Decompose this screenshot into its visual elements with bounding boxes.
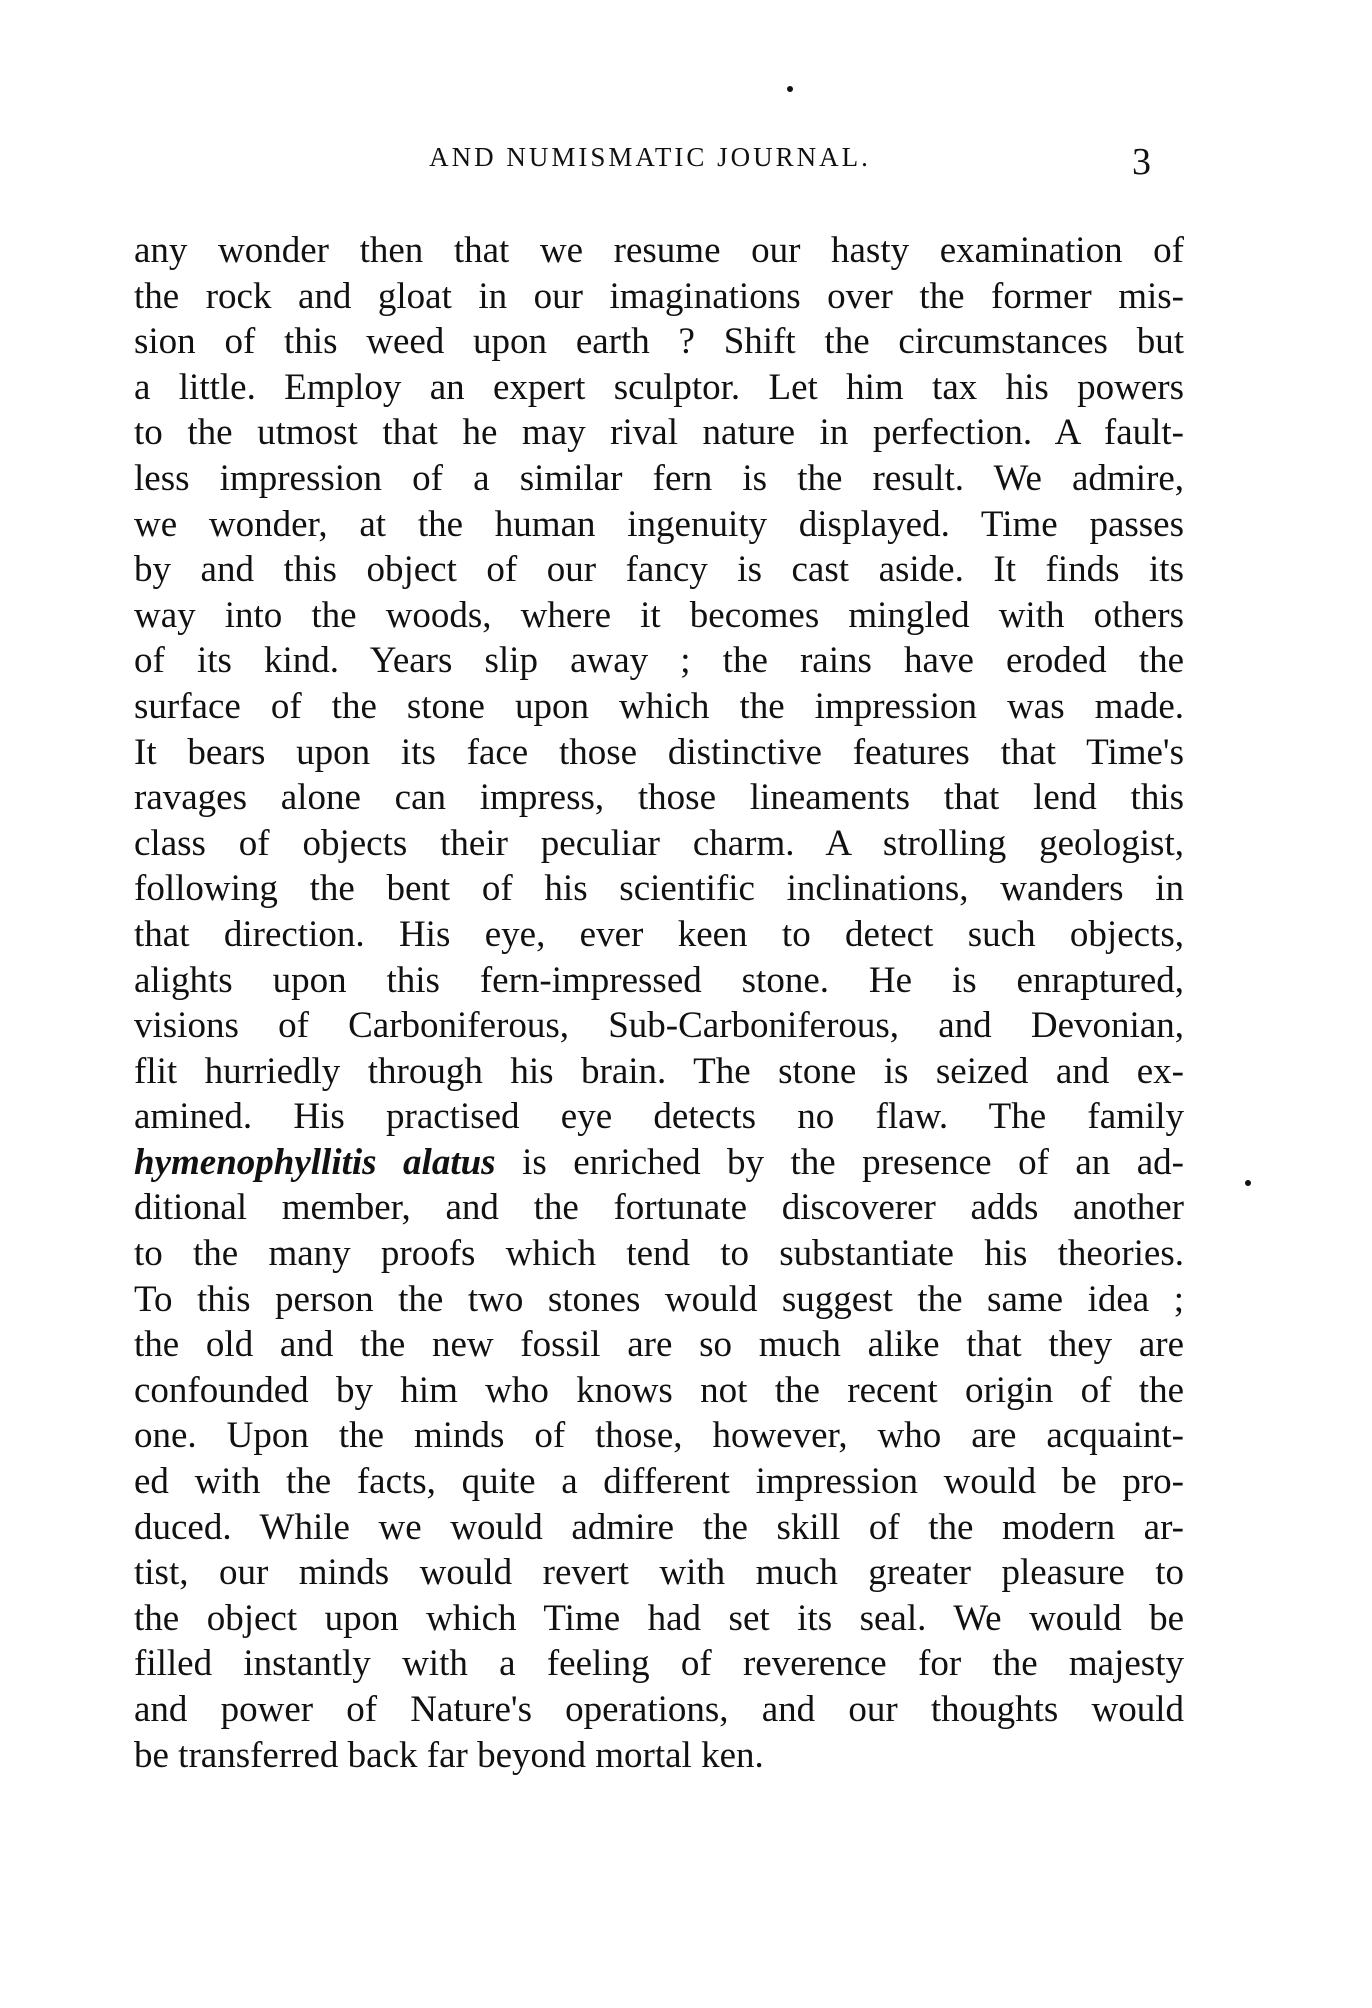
text-line: sion of this weed upon earth ? Shift the circumstances but <box>134 321 1184 363</box>
ink-speck-top <box>787 86 793 92</box>
text-line: the object upon which Time had set its seal. We would be <box>134 1597 1184 1639</box>
text-line: to the utmost that he may rival nature in perfection. A fault- <box>134 412 1184 454</box>
text-line: one. Upon the minds of those, however, who are acquaint- <box>134 1415 1184 1457</box>
text-line: any wonder then that we resume our hasty examination of <box>134 230 1184 271</box>
ink-speck-margin <box>1245 1180 1251 1186</box>
text-line: surface of the stone upon which the impression was made. <box>134 685 1184 727</box>
text-line: ditional member, and the fortunate discoverer adds another <box>134 1187 1184 1229</box>
text-line: alights upon this fern-impressed stone. He is enraptured, <box>134 959 1184 1001</box>
text-line: confounded by him who knows not the recent origin of the <box>134 1369 1184 1411</box>
text-line: To this person the two stones would suggest the same idea ; <box>134 1278 1184 1320</box>
text-line: way into the woods, where it becomes mingled with others <box>134 594 1184 636</box>
running-head: AND NUMISMATIC JOURNAL. <box>429 142 871 172</box>
text-line: flit hurriedly through his brain. The stone is seized and ex- <box>134 1050 1184 1092</box>
species-line-rest: is enriched by the presence of an ad- <box>495 1141 1184 1183</box>
species-name: hymenophyllitis alatus <box>134 1141 496 1183</box>
page-number: 3 <box>1132 141 1151 183</box>
text-line: and power of Nature's operations, and our thoughts would <box>134 1689 1184 1730</box>
text-line: we wonder, at the human ingenuity displayed. Time passes <box>134 503 1184 545</box>
text-line: ravages alone can impress, those lineaments that lend this <box>134 777 1184 819</box>
text-line: less impression of a similar fern is the result. We admire, <box>134 457 1184 499</box>
text-line: class of objects their peculiar charm. A strolling geologist, <box>134 822 1184 864</box>
text-line: visions of Carboniferous, Sub-Carboniferous, and Devonian, <box>134 1005 1184 1047</box>
text-line: a little. Employ an expert sculptor. Let him tax his powers <box>134 366 1184 408</box>
text-line: ed with the facts, quite a different impression would be pro- <box>134 1461 1184 1503</box>
text-line: that direction. His eye, ever keen to detect such objects, <box>134 913 1184 955</box>
text-line: tist, our minds would revert with much greater pleasure to <box>134 1552 1184 1594</box>
text-line: amined. His practised eye detects no flaw. The family <box>134 1096 1184 1138</box>
text-line-with-species <box>134 1140 1184 1186</box>
text-line: to the many proofs which tend to substantiate his theories. <box>134 1233 1184 1275</box>
text-line: filled instantly with a feeling of reverence for the majesty <box>134 1643 1184 1685</box>
text-line: following the bent of his scientific inclinations, wanders in <box>134 868 1184 910</box>
text-line: It bears upon its face those distinctive features that Time's <box>134 731 1184 773</box>
body-text <box>134 228 1184 1778</box>
text-line: of its kind. Years slip away ; the rains have eroded the <box>134 640 1184 682</box>
text-line: by and this object of our fancy is cast aside. It finds its <box>134 549 1184 591</box>
text-line: duced. While we would admire the skill of the modern ar- <box>134 1506 1184 1548</box>
text-line: the old and the new fossil are so much alike that they are <box>134 1324 1184 1366</box>
text-line-last: be transferred back far beyond mortal ken. <box>134 1734 764 1776</box>
text-line: the rock and gloat in our imaginations over the former mis- <box>134 275 1184 317</box>
